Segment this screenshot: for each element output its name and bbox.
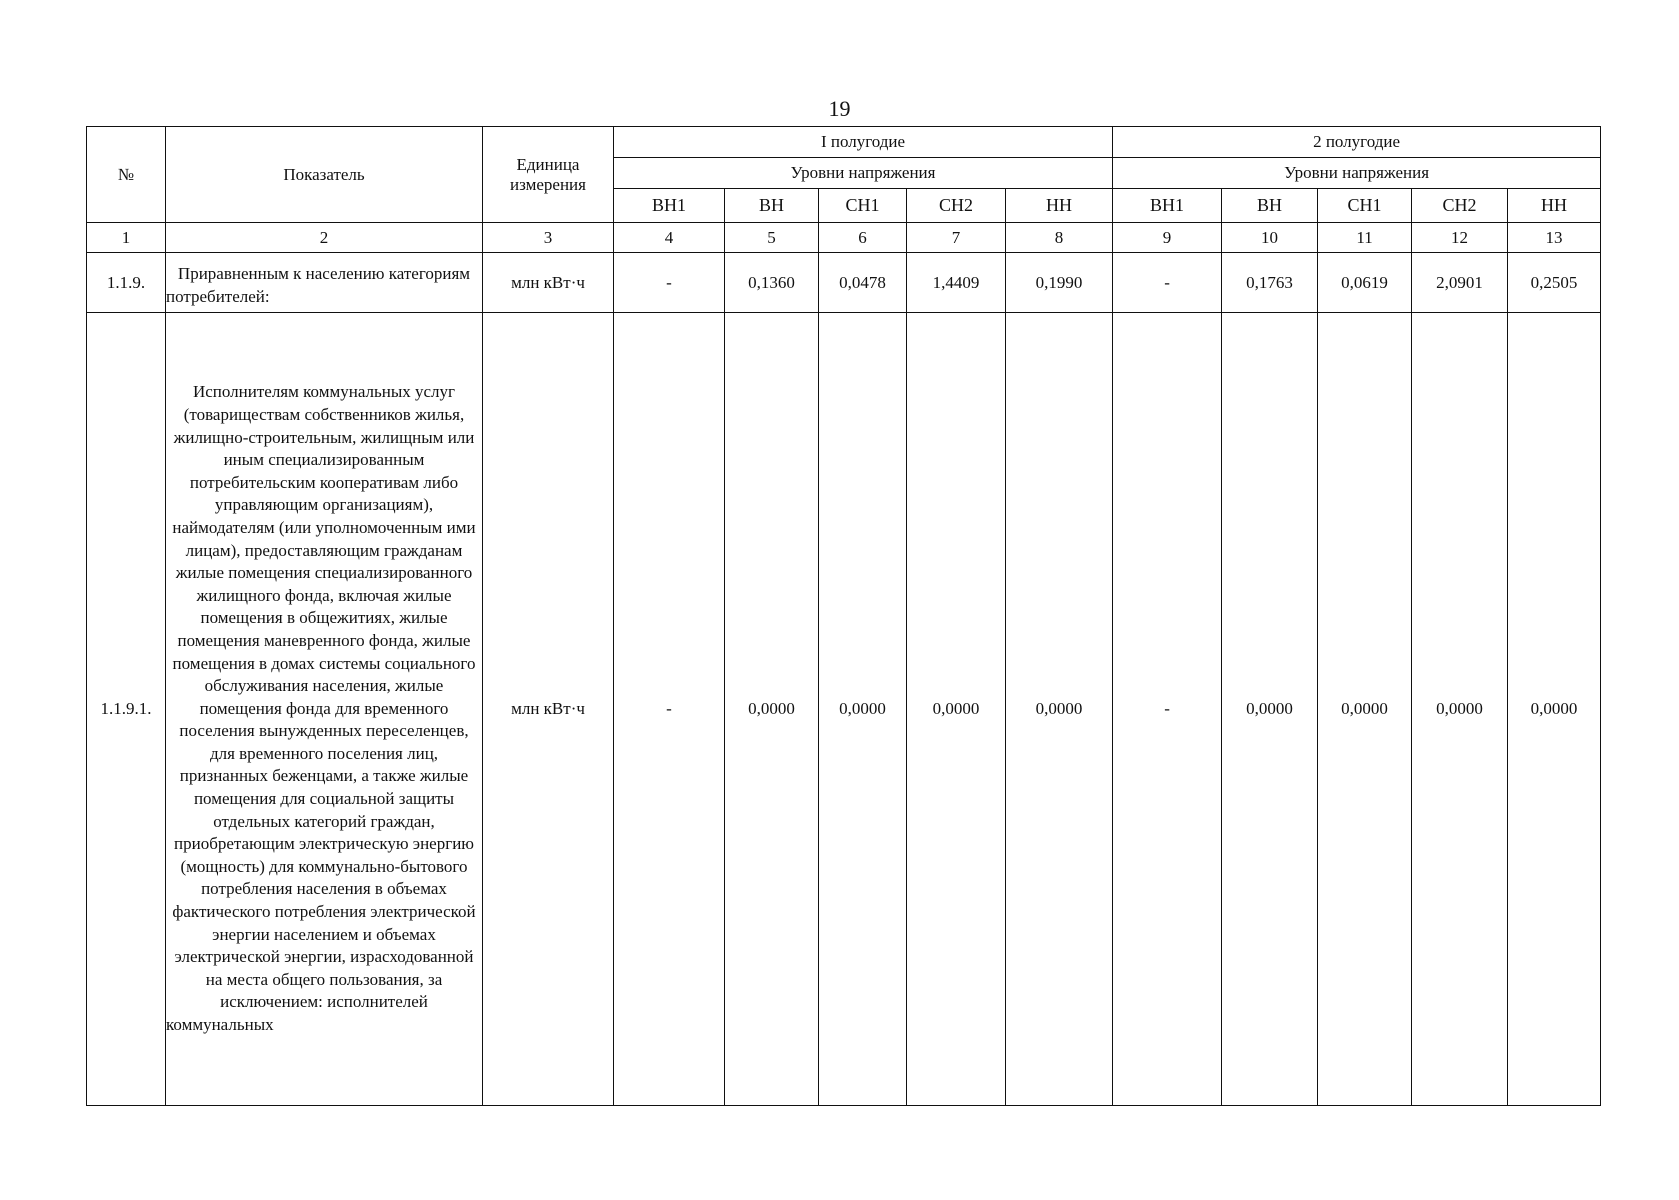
- value-cell: 0,2505: [1508, 253, 1601, 313]
- table-row: [87, 313, 1601, 1106]
- value-cell: 2,0901: [1412, 253, 1508, 313]
- header-indicator: Показатель: [166, 127, 483, 223]
- column-number: 12: [1412, 223, 1508, 253]
- value-cell: 0,0478: [819, 253, 907, 313]
- column-number: 9: [1113, 223, 1222, 253]
- value-cell: 0,0000: [725, 313, 819, 1106]
- header-level-h1-nn: НН: [1006, 189, 1113, 223]
- tariff-volume-table: [86, 126, 1601, 1106]
- header-half-2: 2 полугодие: [1113, 127, 1601, 158]
- row-unit: млн кВт·ч: [483, 253, 614, 313]
- column-number: 2: [166, 223, 483, 253]
- row-indicator-text: Исполнителям коммунальных услуг (товариществам собственников жилья, жилищно-строительным, жилищным или иным специализированным потребительским кооперативам либо управляющим организациям), наймодателям (или уполномоченным ими лицам), предоставляющим гражданам жилые помещения специализированного жилищного фонда, включая жилые помещения в общежитиях, жилые помещения маневренного фонда, жилые помещения в домах системы социального обслуживания населения, жилые помещения фонда для временного поселения вынужденных переселенцев, для временного поселения лиц, признанных беженцами, а также жилые помещения для социальной защиты отдельных категорий граждан, приобретающим электрическую энергию (мощность) для коммунально-бытового потребления населения в объемах фактического потребления электрической энергии населением и объемах электрической энергии, израсходованной на места общего пользования, за исключением: исполнителей коммунальных: [166, 313, 483, 1106]
- value-cell: 0,0000: [1222, 313, 1318, 1106]
- header-level-h2-vn: ВН: [1222, 189, 1318, 223]
- column-number: 3: [483, 223, 614, 253]
- header-voltage-levels-2: Уровни напряжения: [1113, 158, 1601, 189]
- column-number: 4: [614, 223, 725, 253]
- header-level-h1-sn1: СН1: [819, 189, 907, 223]
- header-row-periods: [87, 127, 1601, 158]
- column-number: 7: [907, 223, 1006, 253]
- row-indicator-text: Приравненным к населению категориям потребителей:: [166, 253, 483, 313]
- value-cell: 1,4409: [907, 253, 1006, 313]
- column-number: 13: [1508, 223, 1601, 253]
- header-level-h2-nn: НН: [1508, 189, 1601, 223]
- header-level-h1-sn2: СН2: [907, 189, 1006, 223]
- column-number: 8: [1006, 223, 1113, 253]
- row-number: 1.1.9.1.: [87, 313, 166, 1106]
- value-cell: 0,0000: [1412, 313, 1508, 1106]
- value-cell: 0,0000: [1508, 313, 1601, 1106]
- value-cell: 0,1763: [1222, 253, 1318, 313]
- column-number: 11: [1318, 223, 1412, 253]
- row-number: 1.1.9.: [87, 253, 166, 313]
- header-level-h1-vn1: ВН1: [614, 189, 725, 223]
- value-cell: 0,0619: [1318, 253, 1412, 313]
- header-voltage-levels-1: Уровни напряжения: [614, 158, 1113, 189]
- column-number: 10: [1222, 223, 1318, 253]
- header-level-h2-vn1: ВН1: [1113, 189, 1222, 223]
- value-cell: -: [614, 253, 725, 313]
- column-number: 6: [819, 223, 907, 253]
- column-number-row: [87, 223, 1601, 253]
- value-cell: 0,0000: [1318, 313, 1412, 1106]
- table-row: [87, 253, 1601, 313]
- value-cell: -: [1113, 253, 1222, 313]
- value-cell: 0,0000: [1006, 313, 1113, 1106]
- column-number: 1: [87, 223, 166, 253]
- header-level-h1-vn: ВН: [725, 189, 819, 223]
- header-level-h2-sn1: СН1: [1318, 189, 1412, 223]
- value-cell: 0,1360: [725, 253, 819, 313]
- row-unit: млн кВт·ч: [483, 313, 614, 1106]
- column-number: 5: [725, 223, 819, 253]
- value-cell: 0,0000: [907, 313, 1006, 1106]
- value-cell: -: [1113, 313, 1222, 1106]
- header-half-1: I полугодие: [614, 127, 1113, 158]
- header-unit: Единица измерения: [483, 127, 614, 223]
- value-cell: 0,0000: [819, 313, 907, 1106]
- header-number: №: [87, 127, 166, 223]
- page-number: 19: [828, 96, 851, 121]
- value-cell: -: [614, 313, 725, 1106]
- value-cell: 0,1990: [1006, 253, 1113, 313]
- header-level-h2-sn2: СН2: [1412, 189, 1508, 223]
